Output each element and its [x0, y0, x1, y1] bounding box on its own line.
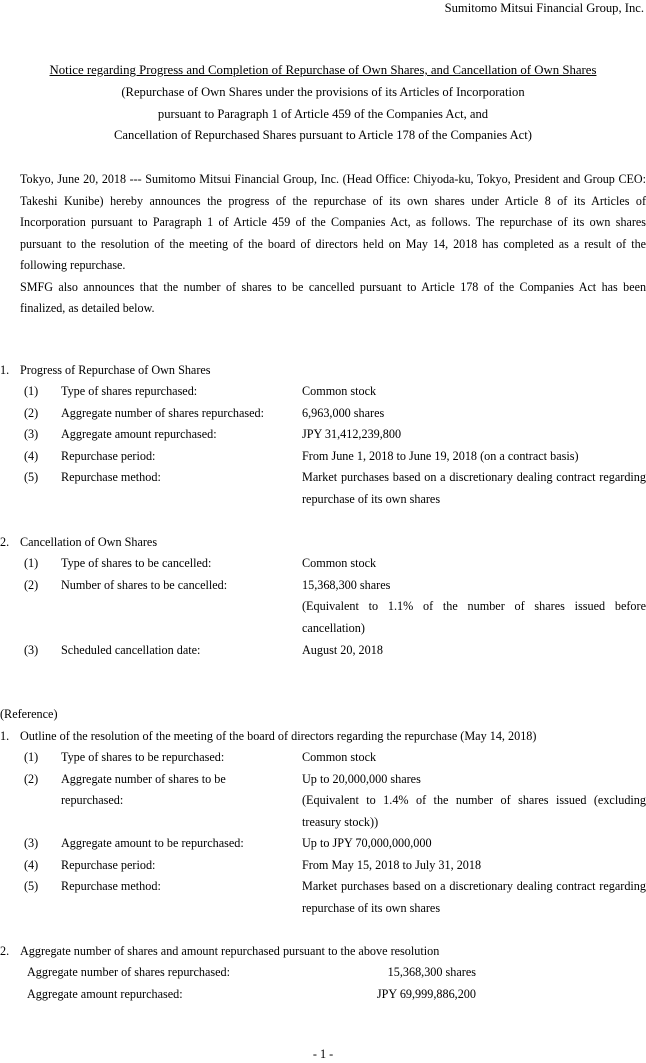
item-value: Common stock — [302, 556, 377, 570]
reference-title: Outline of the resolution of the meeting of the board of directors regarding the repurchase (May 14, 2018) — [20, 729, 537, 743]
item-label: Repurchase period: — [61, 449, 156, 463]
item-value: JPY 31,412,239,800 — [302, 427, 402, 441]
item-label: Repurchase method: — [61, 470, 161, 484]
summary-value: 15,368,300 shares — [387, 965, 476, 979]
item-label: Number of shares to be cancelled: — [61, 578, 228, 592]
item-index: (5) — [24, 470, 39, 484]
item-value: Common stock — [302, 384, 377, 398]
section-number: 2. — [0, 535, 10, 549]
intro-paragraph-1: Tokyo, June 20, 2018 --- Sumitomo Mitsui Financial Group, Inc. (Head Office: Chiyoda-ku, Tokyo, President and Group CEO: Takeshi Kunibe) hereby announces the progress of the repurchase of its own shares under Article 8 of its Articles of Incorporation pursuant to Paragraph 1 of Article 459 of the Companies Act, as follows. The repurchase of its own shares pursuant to the resolution of the meeting of the board of directors held on May 14, 2018 has completed as a result of the following repurchase. — [20, 172, 646, 272]
notice-title: Notice regarding Progress and Completion of Repurchase of Own Shares, and Cancellation of Own Shares — [49, 63, 597, 77]
item-index: (1) — [24, 556, 39, 570]
notice-subtitle-line-1: (Repurchase of Own Shares under the provisions of its Articles of Incorporation — [121, 85, 525, 99]
item-index: (5) — [24, 879, 39, 893]
company-name: Sumitomo Mitsui Financial Group, Inc. — [444, 1, 644, 15]
item-value: Market purchases based on a discretionary dealing contract regarding repurchase of its own shares — [302, 879, 646, 915]
item-index: (3) — [24, 836, 39, 850]
section-number: 1. — [0, 363, 10, 377]
reference-title: Aggregate number of shares and amount repurchased pursuant to the above resolution — [20, 944, 440, 958]
item-value: August 20, 2018 — [302, 643, 383, 657]
item-label: Repurchase method: — [61, 879, 161, 893]
summary-label: Aggregate number of shares repurchased: — [27, 965, 231, 979]
item-value: From May 15, 2018 to July 31, 2018 — [302, 858, 482, 872]
item-note: (Equivalent to 1.4% of the number of shares issued (excluding treasury stock)) — [302, 793, 646, 829]
item-index: (2) — [24, 578, 39, 592]
item-index: (1) — [24, 750, 39, 764]
notice-subtitle-line-3: Cancellation of Repurchased Shares pursuant to Article 178 of the Companies Act) — [114, 128, 532, 142]
item-index: (3) — [24, 643, 39, 657]
reference-heading: (Reference) — [0, 707, 58, 721]
item-value: 6,963,000 shares — [302, 406, 385, 420]
item-value: 15,368,300 shares — [302, 578, 391, 592]
section-title: Cancellation of Own Shares — [20, 535, 158, 549]
item-label: Type of shares to be cancelled: — [61, 556, 212, 570]
item-label: Aggregate amount repurchased: — [61, 427, 217, 441]
item-label: Aggregate amount to be repurchased: — [61, 836, 244, 850]
item-index: (1) — [24, 384, 39, 398]
item-label: Scheduled cancellation date: — [61, 643, 201, 657]
item-value: Up to 20,000,000 shares — [302, 772, 421, 786]
item-note: (Equivalent to 1.1% of the number of shares issued before cancellation) — [302, 599, 646, 635]
summary-label: Aggregate amount repurchased: — [27, 987, 183, 1001]
reference-number: 1. — [0, 729, 10, 743]
reference-number: 2. — [0, 944, 10, 958]
section-title: Progress of Repurchase of Own Shares — [20, 363, 211, 377]
item-label: Repurchase period: — [61, 858, 156, 872]
summary-value: JPY 69,999,886,200 — [376, 987, 476, 1001]
item-label-line-1: Aggregate number of shares to be — [61, 772, 226, 786]
intro-paragraph-2: SMFG also announces that the number of shares to be cancelled pursuant to Article 178 of the Companies Act has been finalized, as detailed below. — [20, 279, 646, 315]
item-label: Aggregate number of shares repurchased: — [61, 406, 265, 420]
item-label: Type of shares to be repurchased: — [61, 750, 225, 764]
item-index: (2) — [24, 772, 39, 786]
page-number: - 1 - — [312, 1047, 334, 1061]
item-index: (3) — [24, 427, 39, 441]
notice-subtitle-line-2: pursuant to Paragraph 1 of Article 459 of the Companies Act, and — [157, 107, 489, 121]
item-index: (4) — [24, 449, 39, 463]
item-value: Market purchases based on a discretionary dealing contract regarding repurchase of its own shares — [302, 470, 646, 506]
item-index: (4) — [24, 858, 39, 872]
item-value: Common stock — [302, 750, 377, 764]
intro-text — [20, 169, 646, 320]
item-index: (2) — [24, 406, 39, 420]
item-label: Type of shares repurchased: — [61, 384, 198, 398]
item-value: From June 1, 2018 to June 19, 2018 (on a contract basis) — [302, 449, 579, 463]
item-label-line-2: repurchased: — [61, 793, 124, 807]
item-value: Up to JPY 70,000,000,000 — [302, 836, 432, 850]
